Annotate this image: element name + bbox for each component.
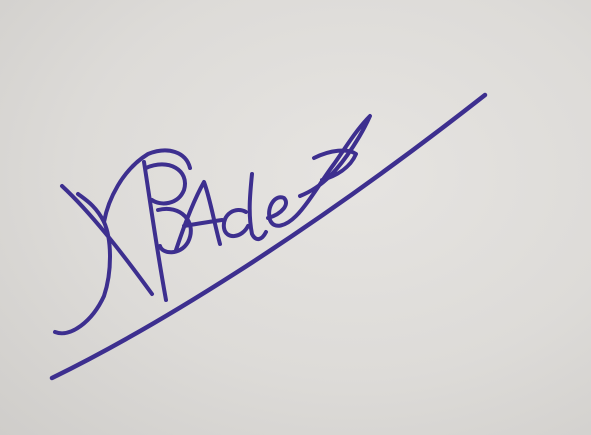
signature-underline-stroke: [52, 95, 485, 378]
signature-letter-d-stroke: [224, 174, 266, 239]
signature-letter-e-stroke: [268, 116, 370, 226]
signature-letter-n-stroke: [55, 150, 190, 333]
